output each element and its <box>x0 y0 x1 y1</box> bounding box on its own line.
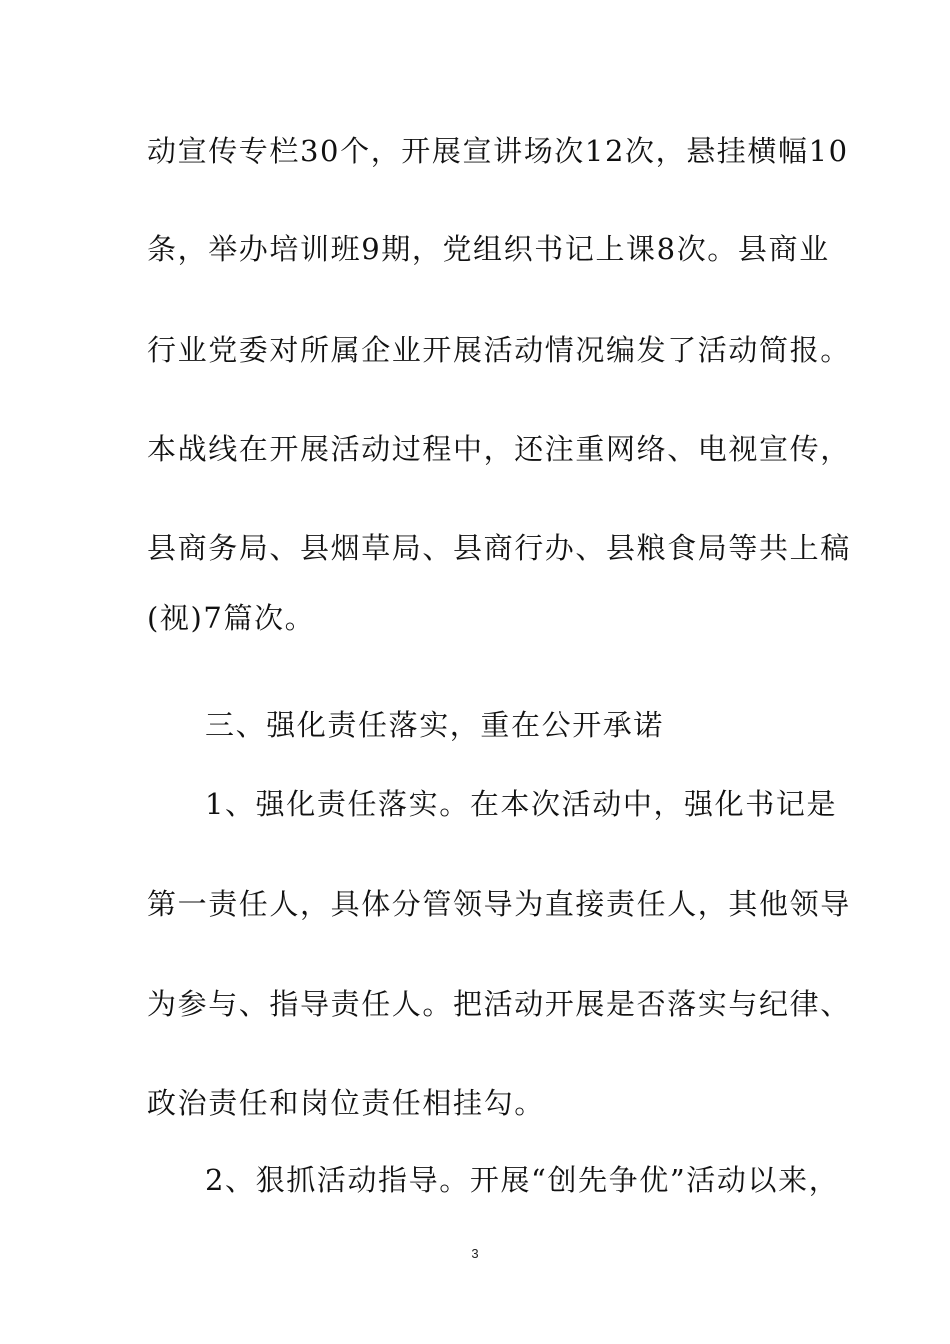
body-text-line: 第一责任人，具体分管领导为直接责任人，其他领导 <box>147 887 851 921</box>
body-text-line: 动宣传专栏30个，开展宣讲场次12次，悬挂横幅10 <box>147 134 849 168</box>
page-number: 3 <box>471 1246 479 1261</box>
paragraph-first-line: 2、狠抓活动指导。开展“创先争优”活动以来， <box>205 1163 840 1197</box>
body-text-line: 政治责任和岗位责任相挂勾。 <box>147 1086 545 1120</box>
body-text-line: 为参与、指导责任人。把活动开展是否落实与纪律、 <box>147 987 851 1021</box>
body-text-line: 条，举办培训班9期，党组织书记上课8次。县商业 <box>147 232 830 266</box>
paragraph-first-line: 1、强化责任落实。在本次活动中，强化书记是 <box>205 787 838 821</box>
body-text-line: 行业党委对所属企业开展活动情况编发了活动简报。 <box>147 333 851 367</box>
body-text-line: 县商务局、县烟草局、县商行办、县粮食局等共上稿 <box>147 531 851 565</box>
body-text-line: 本战线在开展活动过程中，还注重网络、电视宣传， <box>147 432 851 466</box>
section-heading: 三、强化责任落实，重在公开承诺 <box>205 708 665 742</box>
body-text-line: (视)7篇次。 <box>147 601 316 635</box>
